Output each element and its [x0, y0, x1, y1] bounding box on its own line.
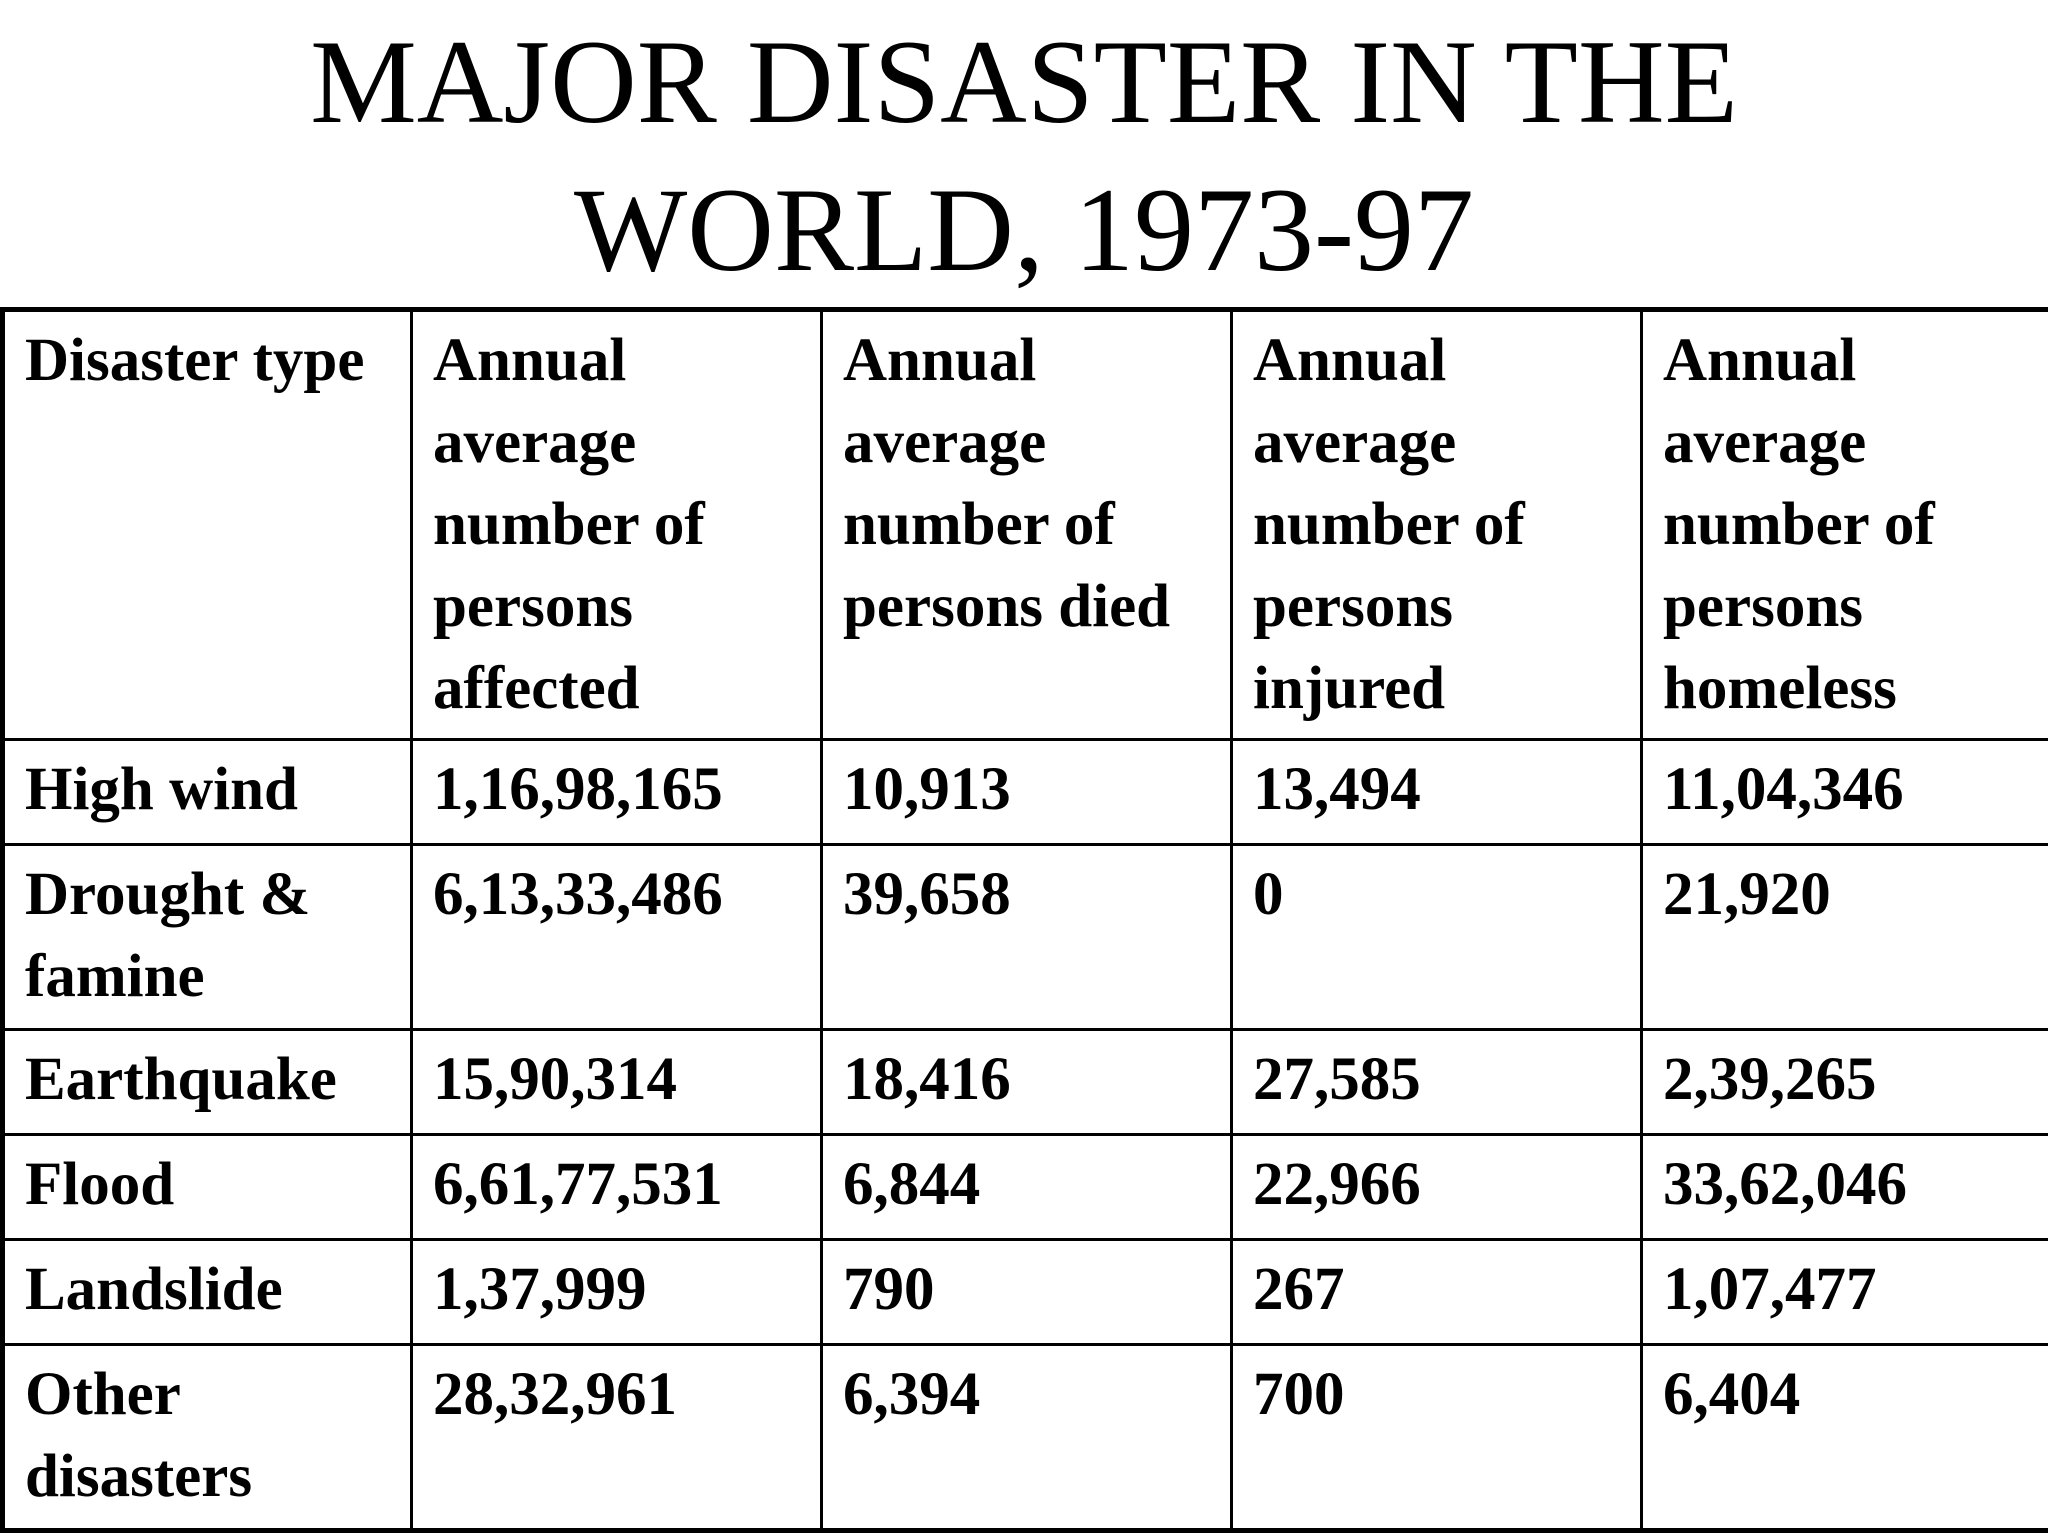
- table-body: [3, 740, 2048, 1531]
- cell-persons-died: 6,394: [822, 1345, 1232, 1531]
- slide-title: [0, 8, 2048, 304]
- header-row: [3, 310, 2048, 740]
- cell-persons-injured: 0: [1232, 845, 1642, 1030]
- cell-persons-injured: 22,966: [1232, 1135, 1642, 1240]
- cell-disaster-type: High wind: [3, 740, 412, 845]
- cell-persons-died: 10,913: [822, 740, 1232, 845]
- cell-persons-affected: 28,32,961: [412, 1345, 822, 1531]
- cell-persons-homeless: 2,39,265: [1642, 1030, 2048, 1135]
- cell-persons-affected: 6,13,33,486: [412, 845, 822, 1030]
- cell-persons-injured: 267: [1232, 1240, 1642, 1345]
- cell-persons-homeless: 33,62,046: [1642, 1135, 2048, 1240]
- table-row: [3, 845, 2048, 1030]
- cell-persons-homeless: 11,04,346: [1642, 740, 2048, 845]
- cell-persons-died: 6,844: [822, 1135, 1232, 1240]
- cell-persons-affected: 6,61,77,531: [412, 1135, 822, 1240]
- header-persons-affected: Annual average number of persons affected: [412, 310, 822, 740]
- cell-persons-homeless: 6,404: [1642, 1345, 2048, 1531]
- cell-persons-affected: 1,37,999: [412, 1240, 822, 1345]
- cell-disaster-type: Flood: [3, 1135, 412, 1240]
- table-row: [3, 1030, 2048, 1135]
- table-row: [3, 1135, 2048, 1240]
- cell-persons-injured: 13,494: [1232, 740, 1642, 845]
- cell-persons-injured: 27,585: [1232, 1030, 1642, 1135]
- header-disaster-type: Disaster type: [3, 310, 412, 740]
- cell-disaster-type: Drought & famine: [3, 845, 412, 1030]
- cell-persons-injured: 700: [1232, 1345, 1642, 1531]
- header-persons-homeless: Annual average number of persons homeless: [1642, 310, 2048, 740]
- header-persons-died: Annual average number of persons died: [822, 310, 1232, 740]
- slide-title-line-2: WORLD, 1973-97: [574, 163, 1474, 296]
- table-row: [3, 740, 2048, 845]
- slide-title-line-1: MAJOR DISASTER IN THE: [310, 15, 1738, 148]
- table-row: [3, 1240, 2048, 1345]
- cell-persons-homeless: 21,920: [1642, 845, 2048, 1030]
- cell-disaster-type: Other disasters: [3, 1345, 412, 1531]
- cell-persons-affected: 1,16,98,165: [412, 740, 822, 845]
- cell-persons-died: 18,416: [822, 1030, 1232, 1135]
- cell-disaster-type: Landslide: [3, 1240, 412, 1345]
- cell-persons-died: 39,658: [822, 845, 1232, 1030]
- disaster-table-container: [0, 307, 2048, 1533]
- table-header: [3, 310, 2048, 740]
- cell-disaster-type: Earthquake: [3, 1030, 412, 1135]
- cell-persons-affected: 15,90,314: [412, 1030, 822, 1135]
- cell-persons-died: 790: [822, 1240, 1232, 1345]
- cell-persons-homeless: 1,07,477: [1642, 1240, 2048, 1345]
- table-row: [3, 1345, 2048, 1531]
- header-persons-injured: Annual average number of persons injured: [1232, 310, 1642, 740]
- disaster-table: [0, 307, 2048, 1533]
